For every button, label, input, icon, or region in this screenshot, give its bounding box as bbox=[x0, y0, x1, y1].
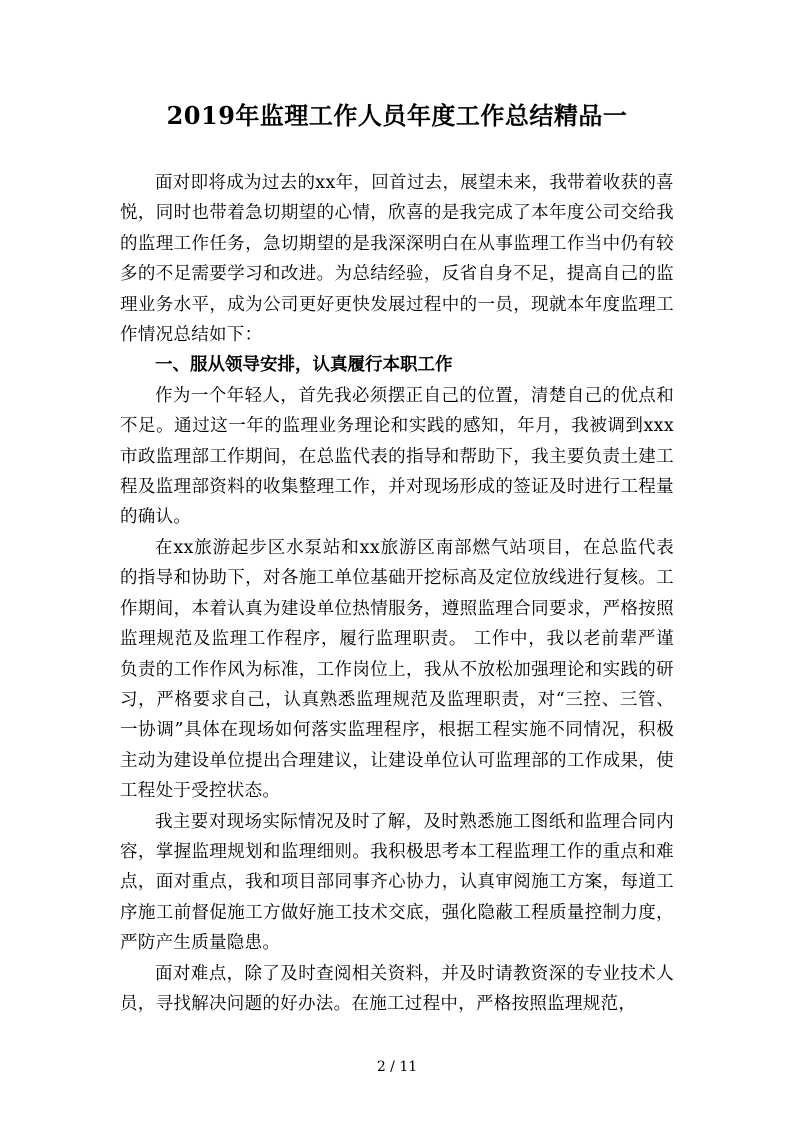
document-body bbox=[120, 168, 674, 1019]
paragraph-intro: 面对即将成为过去的xx年，回首过去，展望未来，我带着收获的喜悦，同时也带着急切期望的心情，欣喜的是我完成了本年度公司交给我的监理工作任务，急切期望的是我深深明白在从事监理工作当中仍有较多的不足需要学习和改进。为总结经验，反省自身不足，提高自己的监理业务水平，成为公司更好更快发展过程中的一员，现就本年度监理工作情况总结如下： bbox=[120, 173, 674, 346]
paragraph-site-understanding: 我主要对现场实际情况及时了解，及时熟悉施工图纸和监理合同内容，掌握监理规划和监理细则。我积极思考本工程监理工作的重点和难点，面对重点，我和项目部同事齐心协力，认真审阅施工方案，每道工序施工前督促施工方做好施工技术交底，强化隐蔽工程质量控制力度，严防产生质量隐患。 bbox=[120, 811, 674, 954]
paragraph-role: 作为一个年轻人，首先我必须摆正自己的位置，清楚自己的优点和不足。通过这一年的监理业务理论和实践的感知，年月，我被调到xxx市政监理部工作期间，在总监代表的指导和帮助下，我主要负责土建工程及监理部资料的收集整理工作，并对现场形成的签证及时进行工程量的确认。 bbox=[120, 385, 674, 528]
page-number: 2 / 11 bbox=[376, 1059, 418, 1075]
paragraph-project: 在xx旅游起步区水泵站和xx旅游区南部燃气站项目，在总监代表的指导和协助下，对各施工单位基础开挖标高及定位放线进行复核。工作期间，本着认真为建设单位热情服务，遵照监理合同要求，严格按照监理规范及监理工作程序，履行监理职责。 工作中，我以老前辈严谨负责的工作作风为标准，工作岗位上，我从不放松加强理论和实践的研习，严格要求自己，认真熟悉监理规范及监理职责，对“三控、三管、一协调”具体在现场如何落实监理程序，根据工程实施不同情况，积极主动为建设单位提出合理建议，让建设单位认可监理部的工作成果，使工程处于受控状态。 bbox=[120, 537, 674, 802]
document-title: 2019年监理工作人员年度工作总结精品一 bbox=[166, 101, 628, 130]
paragraph-difficulties: 面对难点，除了及时查阅相关资料，并及时请教资深的专业技术人员，寻找解决问题的好办法。在施工过程中，严格按照监理规范， bbox=[120, 963, 674, 1014]
section-heading-1: 一、服从领导安排，认真履行本职工作 bbox=[155, 355, 453, 376]
